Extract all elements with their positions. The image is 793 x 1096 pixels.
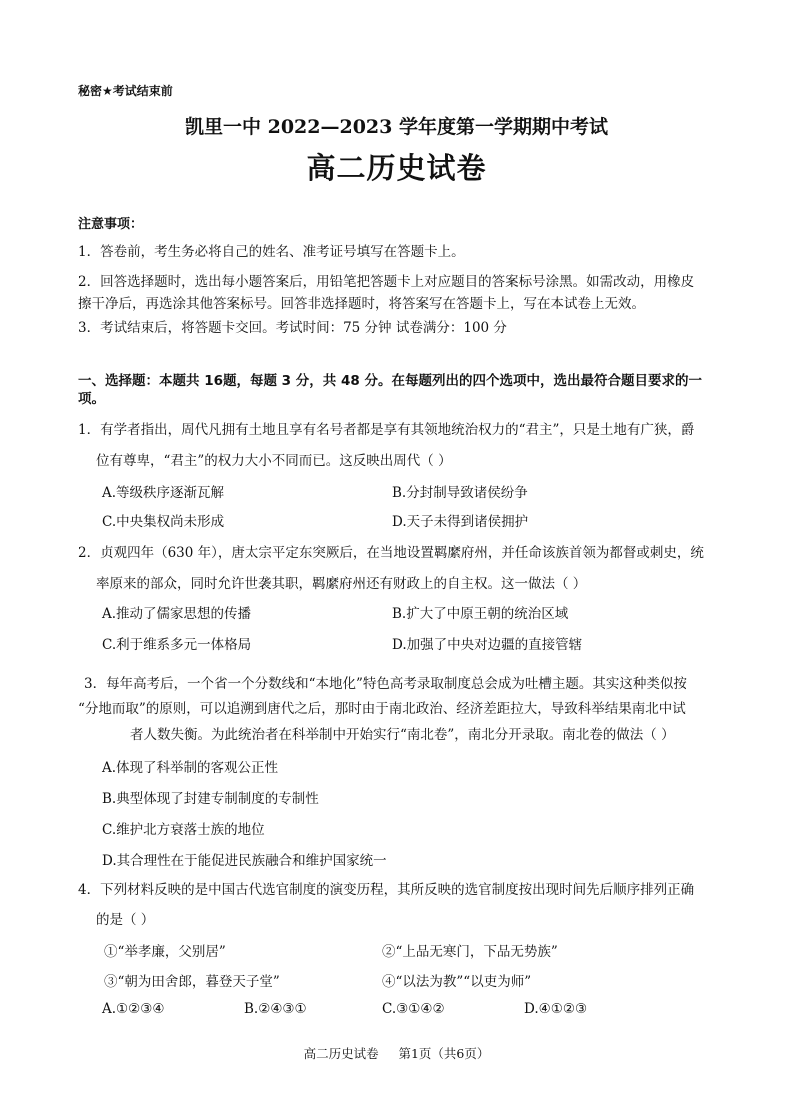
- exam-title: 凯里一中 2022—2023 学年度第一学期期中考试: [185, 116, 608, 138]
- q4-material-4: ④“以法为教”“以吏为师”: [382, 974, 532, 990]
- page-footer: 高二历史试卷 第1页（共6页）: [303, 1046, 490, 1061]
- notice-item-1: 1．答卷前，考生务必将自己的姓名、准考证号填写在答题卡上。: [78, 244, 465, 260]
- q2-stem-line1: 2．贞观四年（630 年），唐太宗平定东突厥后，在当地设置羁縻府州，并任命该族首领为都督或刺史，统: [78, 545, 704, 561]
- q3-option-c: C.维护北方衰落士族的地位: [102, 822, 265, 838]
- q2-option-b: B.扩大了中原王朝的统治区域: [392, 606, 569, 622]
- q3-option-d: D.其合理性在于能促进民族融合和维护国家统一: [102, 853, 387, 869]
- q2-option-c: C.利于维系多元一体格局: [102, 637, 252, 653]
- q3-option-a: A.体现了科举制的客观公正性: [102, 760, 279, 776]
- notice-item-3: 3．考试结束后，将答题卡交回。考试时间：75 分钟 试卷满分：100 分: [78, 320, 507, 336]
- q1-option-d: D.天子未得到诸侯拥护: [392, 514, 529, 530]
- q1-option-a: A.等级秩序逐渐瓦解: [102, 485, 225, 501]
- q2-option-d: D.加强了中央对边疆的直接管辖: [392, 637, 583, 653]
- q3-stem-line3: 者人数失衡。为此统治者在科举制中开始实行“南北卷”，南北分开录取。南北卷的做法（ ）: [130, 727, 675, 743]
- q3-stem-line2: “分地而取”的原则，可以追溯到唐代之后，那时由于南北政治、经济差距拉大，导致科举结果南北中试: [78, 701, 686, 717]
- q3-option-b: B.典型体现了封建专制制度的专制性: [102, 791, 319, 807]
- q1-stem-line2: 位有尊卑，“君主”的权力大小不同而已。这反映出周代（ ）: [96, 453, 452, 469]
- q3-stem-line1: 3．每年高考后，一个省一个分数线和“本地化”特色高考录取制度总会成为吐槽主题。其实这种类似按: [84, 676, 687, 692]
- notice-item-2: 2．回答选择题时，选出每小题答案后，用铅笔把答题卡上对应题目的答案标号涂黑。如需改动，用橡皮: [78, 274, 695, 290]
- q4-option-a: A.①②③④: [102, 1001, 165, 1017]
- q2-option-a: A.推动了儒家思想的传播: [102, 606, 252, 622]
- q2-stem-line2: 率原来的部众，同时允许世袭其职，羁縻府州还有财政上的自主权。这一做法（ ）: [96, 576, 587, 592]
- q4-option-c: C.③①④②: [382, 1001, 445, 1017]
- q1-option-c: C.中央集权尚未形成: [102, 514, 225, 530]
- q4-material-2: ②“上品无寒门，下品无势族”: [382, 944, 558, 960]
- notice-heading: 注意事项：: [78, 217, 144, 232]
- q1-stem-line1: 1．有学者指出，周代凡拥有土地且享有名号者都是享有其领地统治权力的“君主”，只是土地有广狭，爵: [78, 422, 695, 438]
- q4-stem-line1: 4．下列材料反映的是中国古代选官制度的演变历程，其所反映的选官制度按出现时间先后顺序排列正确: [78, 882, 695, 898]
- section-heading: 一、选择题：本题共 16题，每题 3 分，共 48 分。在每题列出的四个选项中，选出最符合题目要求的一项。: [78, 373, 702, 407]
- q4-option-d: D.④①②③: [524, 1001, 588, 1017]
- notice-item-2-cont: 擦干净后，再选涂其他答案标号。回答非选择题时，将答案写在答题卡上，写在本试卷上无效。: [78, 296, 645, 312]
- q4-stem-line2: 的是（ ）: [96, 912, 155, 928]
- q4-option-b: B.②④③①: [244, 1001, 307, 1017]
- q1-option-b: B.分封制导致诸侯纷争: [392, 485, 528, 501]
- q4-material-3: ③“朝为田舍郎，暮登天子堂”: [104, 974, 280, 990]
- q4-material-1: ①“举孝廉，父别居”: [104, 944, 226, 960]
- exam-subtitle: 高二历史试卷: [306, 151, 487, 185]
- confidential-mark: 秘密★考试结束前: [78, 84, 173, 98]
